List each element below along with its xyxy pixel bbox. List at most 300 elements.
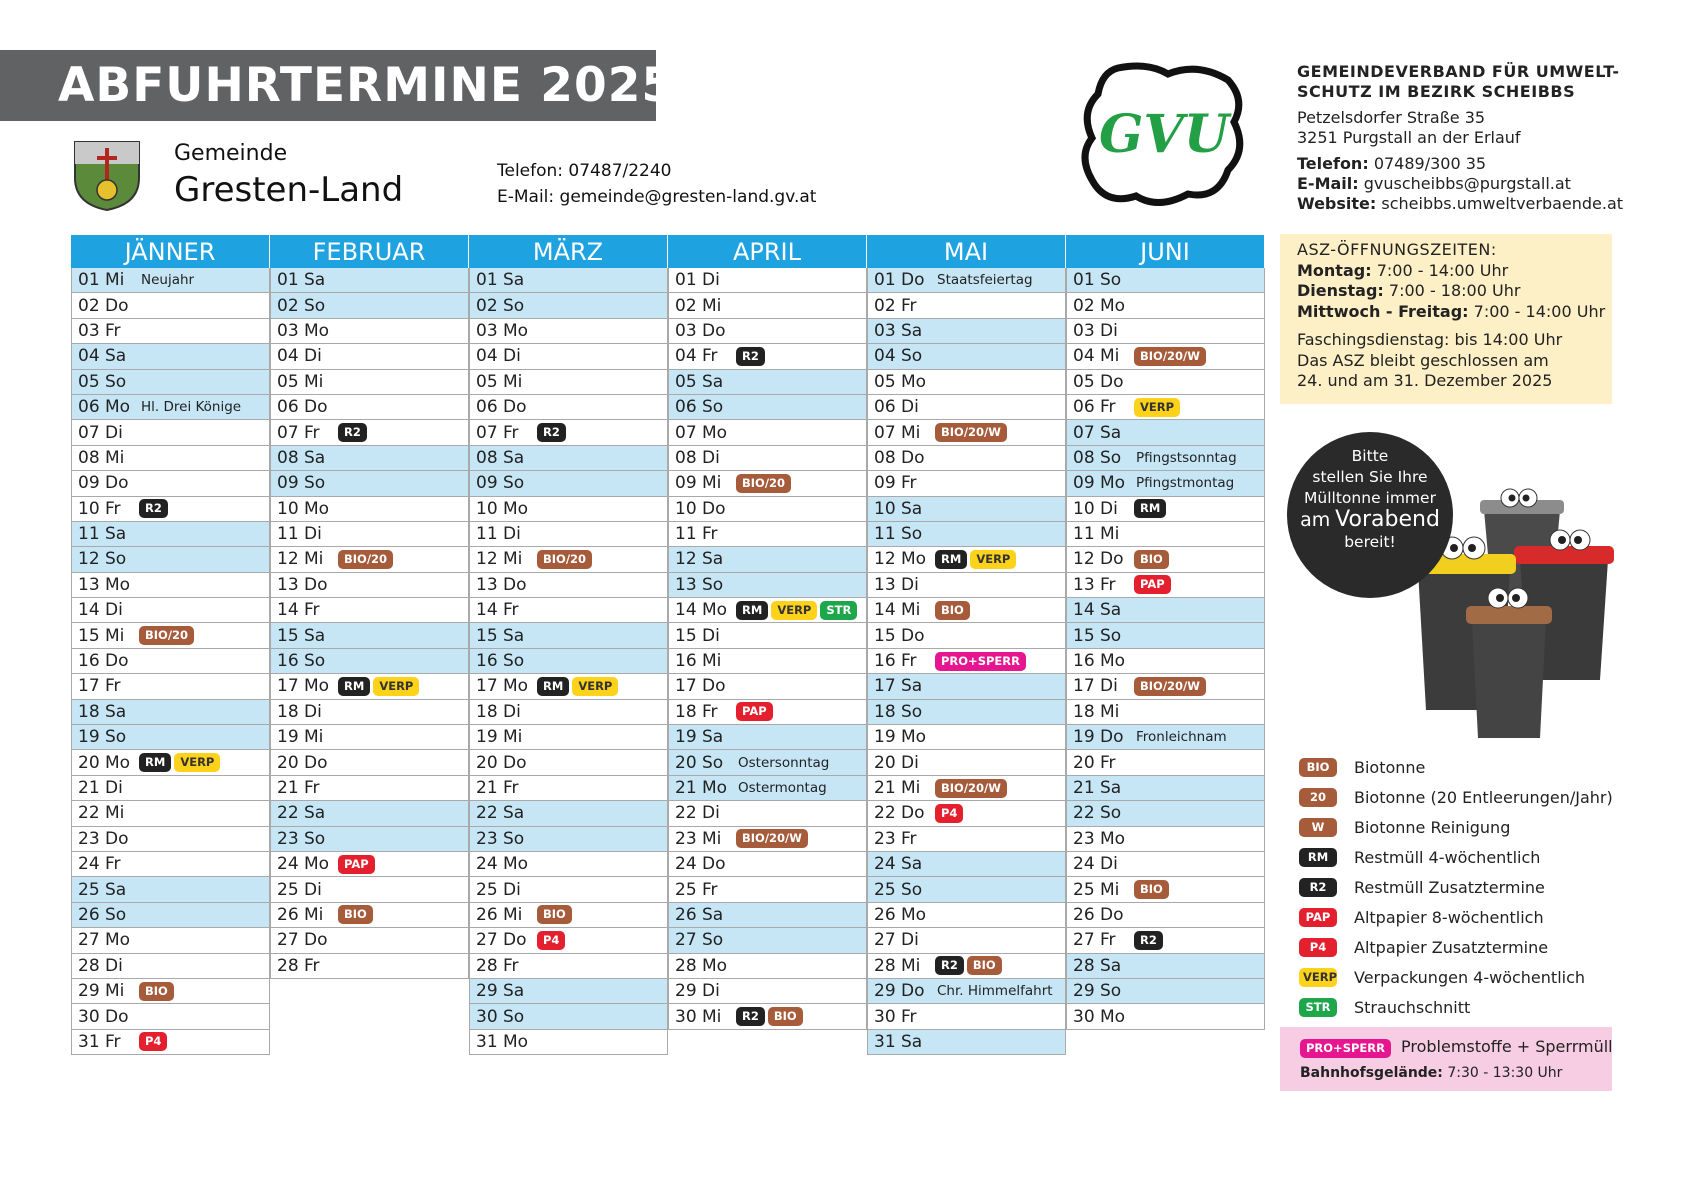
- weekday: Di: [503, 524, 521, 545]
- day-number: 22: [874, 803, 896, 824]
- day-number: 12: [277, 549, 299, 570]
- legend-item: [1299, 782, 1613, 812]
- pickup-tags: [935, 804, 963, 823]
- pickup-badge: BIO/20: [139, 626, 194, 645]
- day-number: 20: [675, 752, 697, 773]
- day-number: 27: [874, 930, 896, 951]
- day-number: 10: [675, 498, 697, 519]
- month-column: [1066, 235, 1265, 1055]
- day-number: 18: [277, 701, 299, 722]
- month-column: [469, 235, 668, 1055]
- day-row: [867, 497, 1066, 522]
- day-row: [1066, 547, 1265, 572]
- weekday: Mi: [1100, 879, 1120, 900]
- asz-line-tue: Dienstag: 7:00 - 18:00 Uhr: [1297, 281, 1521, 300]
- day-row: [270, 725, 469, 750]
- gvu-phone-label: Telefon:: [1297, 154, 1369, 173]
- day-row: [867, 852, 1066, 877]
- day-row: [469, 446, 668, 471]
- day-row: [668, 293, 867, 318]
- day-number: 05: [476, 371, 498, 392]
- day-row: [469, 649, 668, 674]
- weekday: Mi: [702, 473, 722, 494]
- weekday: Sa: [1100, 778, 1122, 798]
- weekday: Do: [105, 651, 129, 672]
- day-row: [668, 344, 867, 369]
- day-row: [469, 674, 668, 699]
- day-row: [469, 1004, 668, 1029]
- day-number: 01: [874, 270, 896, 291]
- weekday: Di: [503, 701, 521, 722]
- day-number: 02: [675, 295, 697, 316]
- day-row: [469, 877, 668, 902]
- weekday: So: [1100, 803, 1122, 824]
- day-number: 02: [1073, 295, 1095, 316]
- day-number: 19: [675, 727, 697, 748]
- weekday: Fr: [702, 701, 718, 722]
- page-title: ABFUHRTERMINE 2025: [58, 58, 676, 113]
- weekday: Do: [503, 930, 527, 951]
- pickup-tags: [1134, 499, 1166, 518]
- day-row: [469, 573, 668, 598]
- day-number: 26: [476, 904, 498, 925]
- day-row: [469, 903, 668, 928]
- day-row: [867, 649, 1066, 674]
- day-number: 14: [476, 600, 498, 621]
- day-row: [270, 395, 469, 420]
- day-row: [71, 573, 270, 598]
- day-row: [469, 547, 668, 572]
- pickup-tags: [736, 601, 857, 620]
- weekday: Mo: [503, 1031, 529, 1052]
- day-row: [270, 573, 469, 598]
- day-row: [867, 598, 1066, 623]
- weekday: Do: [105, 295, 129, 316]
- weekday: Sa: [105, 524, 127, 545]
- day-number: 23: [277, 828, 299, 849]
- day-number: 13: [277, 574, 299, 595]
- day-row: [270, 598, 469, 623]
- pickup-tags: [1134, 347, 1206, 366]
- day-row: [1066, 420, 1265, 445]
- day-number: 03: [874, 320, 896, 341]
- day-number: 30: [874, 1006, 896, 1027]
- day-number: 03: [675, 320, 697, 341]
- day-row: [270, 827, 469, 852]
- weekday: Di: [503, 346, 521, 367]
- weekday: Di: [702, 625, 720, 646]
- legend-badge: W: [1299, 818, 1337, 837]
- day-row: [867, 903, 1066, 928]
- pickup-tags: [537, 931, 565, 950]
- day-number: 25: [675, 879, 697, 900]
- day-row: [668, 573, 867, 598]
- weekday: So: [503, 828, 525, 849]
- weekday: So: [304, 473, 326, 494]
- day-number: 26: [277, 904, 299, 925]
- day-row: [270, 370, 469, 395]
- day-number: 07: [675, 422, 697, 443]
- day-number: 28: [874, 955, 896, 976]
- day-number: 23: [78, 828, 100, 849]
- weekday: Di: [901, 574, 919, 595]
- day-number: 04: [78, 346, 100, 367]
- day-row: [270, 293, 469, 318]
- day-number: 31: [874, 1031, 896, 1052]
- weekday: Mi: [1100, 346, 1120, 367]
- pickup-badge: PAP: [1134, 575, 1171, 594]
- day-row: [469, 268, 668, 293]
- day-row: [71, 623, 270, 648]
- pickup-badge: R2: [537, 423, 566, 442]
- day-number: 05: [675, 371, 697, 392]
- day-row: [867, 344, 1066, 369]
- day-row: [867, 827, 1066, 852]
- day-row: [71, 877, 270, 902]
- day-number: 21: [675, 778, 697, 798]
- pickup-badge: RM: [537, 677, 569, 696]
- day-number: 05: [1073, 371, 1095, 392]
- weekday: Fr: [1100, 574, 1116, 595]
- pickup-badge: VERP: [373, 677, 419, 696]
- weekday: So: [105, 727, 127, 748]
- pickup-badge: PAP: [736, 702, 773, 721]
- day-number: 07: [1073, 422, 1095, 443]
- pickup-tags: [537, 550, 592, 569]
- day-number: 11: [476, 524, 498, 545]
- weekday: Di: [1100, 320, 1118, 341]
- day-number: 07: [78, 422, 100, 443]
- weekday: Sa: [503, 803, 525, 824]
- weekday: Do: [304, 930, 328, 951]
- day-row: [270, 497, 469, 522]
- pickup-badge: BIO: [1134, 550, 1169, 569]
- day-row: [71, 979, 270, 1004]
- day-number: 22: [277, 803, 299, 824]
- weekday: So: [702, 397, 724, 418]
- day-row: [867, 471, 1066, 496]
- day-number: 11: [874, 524, 896, 545]
- weekday: Sa: [901, 676, 923, 697]
- holiday-note: Hl. Drei Könige: [141, 399, 242, 416]
- day-number: 11: [675, 524, 697, 545]
- weekday: So: [702, 752, 724, 773]
- weekday: Sa: [1100, 422, 1122, 443]
- day-number: 04: [277, 346, 299, 367]
- day-row: [71, 268, 270, 293]
- day-number: 07: [277, 422, 299, 443]
- day-row: [1066, 395, 1265, 420]
- weekday: Mo: [901, 727, 927, 748]
- day-row: [469, 750, 668, 775]
- legend-badge: VERP: [1299, 968, 1337, 987]
- day-row: [270, 623, 469, 648]
- weekday: Mi: [105, 803, 125, 824]
- pickup-badge: PRO+SPERR: [935, 652, 1026, 671]
- day-number: 18: [78, 701, 100, 722]
- day-number: 24: [476, 854, 498, 875]
- weekday: Mi: [503, 549, 523, 570]
- day-number: 05: [277, 371, 299, 392]
- day-number: 03: [476, 320, 498, 341]
- day-row: [668, 750, 867, 775]
- pickup-badge: BIO: [768, 1007, 803, 1026]
- day-number: 28: [78, 955, 100, 976]
- day-number: 10: [476, 498, 498, 519]
- day-number: 25: [78, 879, 100, 900]
- day-row: [1066, 573, 1265, 598]
- gvu-name-1: GEMEINDEVERBAND FÜR UMWELT-: [1297, 62, 1620, 81]
- pickup-tags: [1134, 550, 1169, 569]
- day-row: [1066, 903, 1265, 928]
- day-row: [71, 293, 270, 318]
- day-number: 24: [675, 854, 697, 875]
- holiday-note: Pfingstmontag: [1136, 475, 1235, 492]
- weekday: Mi: [702, 295, 722, 316]
- day-number: 24: [277, 854, 299, 875]
- day-number: 10: [78, 498, 100, 519]
- weekday: Mo: [304, 320, 330, 341]
- day-number: 13: [874, 574, 896, 595]
- day-number: 06: [78, 397, 100, 418]
- day-row: [668, 547, 867, 572]
- month-column: [867, 235, 1066, 1055]
- weekday: Do: [503, 752, 527, 773]
- day-row: [71, 674, 270, 699]
- day-row: [270, 268, 469, 293]
- pickup-tags: [1134, 677, 1206, 696]
- day-row: [1066, 446, 1265, 471]
- weekday: Fr: [901, 473, 917, 494]
- day-number: 17: [1073, 676, 1095, 697]
- weekday: So: [304, 828, 326, 849]
- day-row: [1066, 293, 1265, 318]
- weekday: Fr: [503, 600, 519, 621]
- pickup-badge: RM: [338, 677, 370, 696]
- day-number: 19: [78, 727, 100, 748]
- day-row: [668, 776, 867, 801]
- weekday: Do: [901, 803, 925, 824]
- day-number: 06: [277, 397, 299, 418]
- day-number: 24: [78, 854, 100, 875]
- pickup-tags: [537, 677, 618, 696]
- day-row: [668, 979, 867, 1004]
- day-row: [71, 852, 270, 877]
- day-number: 02: [78, 295, 100, 316]
- day-row: [469, 776, 668, 801]
- pickup-badge: R2: [736, 347, 765, 366]
- day-row: [71, 522, 270, 547]
- asz-line-wed-fri: Mittwoch - Freitag: 7:00 - 14:00 Uhr: [1297, 301, 1606, 321]
- weekday: Mi: [901, 778, 921, 798]
- day-number: 06: [476, 397, 498, 418]
- pickup-badge: BIO/20/W: [736, 829, 808, 848]
- weekday: Fr: [105, 320, 121, 341]
- pickup-badge: BIO/20/W: [1134, 347, 1206, 366]
- pickup-badge: VERP: [771, 601, 817, 620]
- weekday: So: [105, 371, 127, 392]
- weekday: Mo: [901, 371, 927, 392]
- pickup-badge: BIO/20: [338, 550, 393, 569]
- calendar: [71, 235, 1265, 1055]
- weekday: Sa: [901, 854, 923, 875]
- day-number: 22: [675, 803, 697, 824]
- weekday: Do: [901, 270, 925, 291]
- day-number: 23: [476, 828, 498, 849]
- weekday: Do: [503, 397, 527, 418]
- day-row: [1066, 801, 1265, 826]
- day-number: 16: [675, 651, 697, 672]
- day-row: [867, 293, 1066, 318]
- month-header: MAI: [867, 235, 1066, 268]
- weekday: Di: [702, 270, 720, 291]
- day-number: 01: [78, 270, 100, 291]
- weekday: So: [105, 904, 127, 925]
- day-number: 22: [78, 803, 100, 824]
- day-row: [1066, 370, 1265, 395]
- weekday: Mi: [901, 422, 921, 443]
- pickup-badge: R2: [139, 499, 168, 518]
- weekday: Mi: [1100, 524, 1120, 545]
- weekday: Fr: [105, 1031, 121, 1052]
- municipality-crest-icon: [73, 140, 141, 212]
- weekday: Sa: [702, 904, 724, 925]
- day-row: [469, 623, 668, 648]
- holiday-note: Pfingstsonntag: [1136, 449, 1237, 466]
- legend: [1299, 752, 1613, 1022]
- day-row: [1066, 1004, 1265, 1029]
- day-number: 08: [277, 447, 299, 468]
- day-number: 13: [78, 574, 100, 595]
- weekday: Fr: [901, 651, 917, 672]
- day-number: 24: [1073, 854, 1095, 875]
- weekday: Sa: [901, 498, 923, 519]
- day-row: [270, 522, 469, 547]
- day-row: [867, 522, 1066, 547]
- day-number: 29: [78, 981, 100, 1002]
- day-row: [71, 344, 270, 369]
- pickup-badge: R2: [736, 1007, 765, 1026]
- pickup-tags: [935, 779, 1007, 798]
- municipality-phone: Telefon: 07487/2240: [497, 161, 672, 181]
- day-number: 20: [1073, 752, 1095, 773]
- weekday: Fr: [304, 422, 320, 443]
- day-number: 17: [675, 676, 697, 697]
- gvu-phone: 07489/300 35: [1373, 154, 1487, 173]
- day-row: [1066, 954, 1265, 979]
- pickup-tags: [338, 905, 373, 924]
- day-number: 16: [1073, 651, 1095, 672]
- day-number: 21: [874, 778, 896, 798]
- day-number: 16: [874, 651, 896, 672]
- day-row: [270, 700, 469, 725]
- day-number: 01: [1073, 270, 1095, 291]
- day-row: [668, 725, 867, 750]
- weekday: Sa: [702, 727, 724, 748]
- day-row: [668, 446, 867, 471]
- weekday: Mo: [1100, 473, 1126, 494]
- day-number: 27: [476, 930, 498, 951]
- weekday: So: [1100, 625, 1122, 646]
- day-number: 17: [277, 676, 299, 697]
- legend-item: [1299, 962, 1613, 992]
- day-row: [469, 700, 668, 725]
- municipality-contact: [497, 158, 816, 210]
- day-number: 04: [675, 346, 697, 367]
- day-row: [71, 649, 270, 674]
- day-number: 15: [675, 625, 697, 646]
- day-row: [1066, 268, 1265, 293]
- weekday: Do: [105, 1006, 129, 1027]
- weekday: Fr: [503, 422, 519, 443]
- day-row: [71, 598, 270, 623]
- day-row: [71, 700, 270, 725]
- day-number: 15: [78, 625, 100, 646]
- day-row: [469, 852, 668, 877]
- legend-label: Biotonne (20 Entleerungen/Jahr): [1354, 787, 1613, 807]
- day-number: 05: [874, 371, 896, 392]
- weekday: Sa: [304, 625, 326, 646]
- day-row: [270, 547, 469, 572]
- day-row: [270, 649, 469, 674]
- gvu-phone-line: [1297, 154, 1623, 174]
- day-row: [71, 446, 270, 471]
- day-row: [668, 471, 867, 496]
- day-number: 29: [1073, 981, 1095, 1002]
- day-number: 06: [1073, 397, 1095, 418]
- day-row: [1066, 725, 1265, 750]
- pickup-badge: VERP: [572, 677, 618, 696]
- day-number: 28: [675, 955, 697, 976]
- day-row: [867, 1030, 1066, 1055]
- day-row: [867, 700, 1066, 725]
- day-row: [71, 801, 270, 826]
- pickup-badge: BIO: [139, 982, 174, 1001]
- day-row: [1066, 674, 1265, 699]
- day-row: [270, 674, 469, 699]
- day-row: [469, 522, 668, 547]
- problemstoffe-line: [1300, 1037, 1613, 1058]
- pickup-badge: BIO/20: [537, 550, 592, 569]
- weekday: Fr: [901, 1006, 917, 1027]
- day-number: 12: [874, 549, 896, 570]
- legend-item: [1299, 902, 1613, 932]
- day-number: 19: [277, 727, 299, 748]
- gvu-name-2: SCHUTZ IM BEZIRK SCHEIBBS: [1297, 82, 1576, 101]
- day-row: [1066, 750, 1265, 775]
- legend-label: Biotonne: [1354, 757, 1426, 777]
- weekday: Mo: [702, 955, 728, 976]
- gvu-street: Petzelsdorfer Straße 35: [1297, 108, 1486, 127]
- pickup-badge: VERP: [1134, 398, 1180, 417]
- day-row: [867, 954, 1066, 979]
- day-row: [71, 370, 270, 395]
- weekday: Di: [901, 397, 919, 418]
- day-number: 20: [277, 752, 299, 773]
- weekday: Mo: [503, 320, 529, 341]
- day-row: [867, 319, 1066, 344]
- day-row: [1066, 522, 1265, 547]
- day-number: 23: [874, 828, 896, 849]
- day-number: 09: [1073, 473, 1095, 494]
- pickup-tags: [139, 626, 194, 645]
- pickup-badge: BIO: [1134, 880, 1169, 899]
- weekday: Sa: [1100, 600, 1122, 621]
- weekday: Do: [702, 854, 726, 875]
- pickup-tags: [338, 677, 419, 696]
- pickup-tags: [935, 550, 1016, 569]
- day-number: 03: [78, 320, 100, 341]
